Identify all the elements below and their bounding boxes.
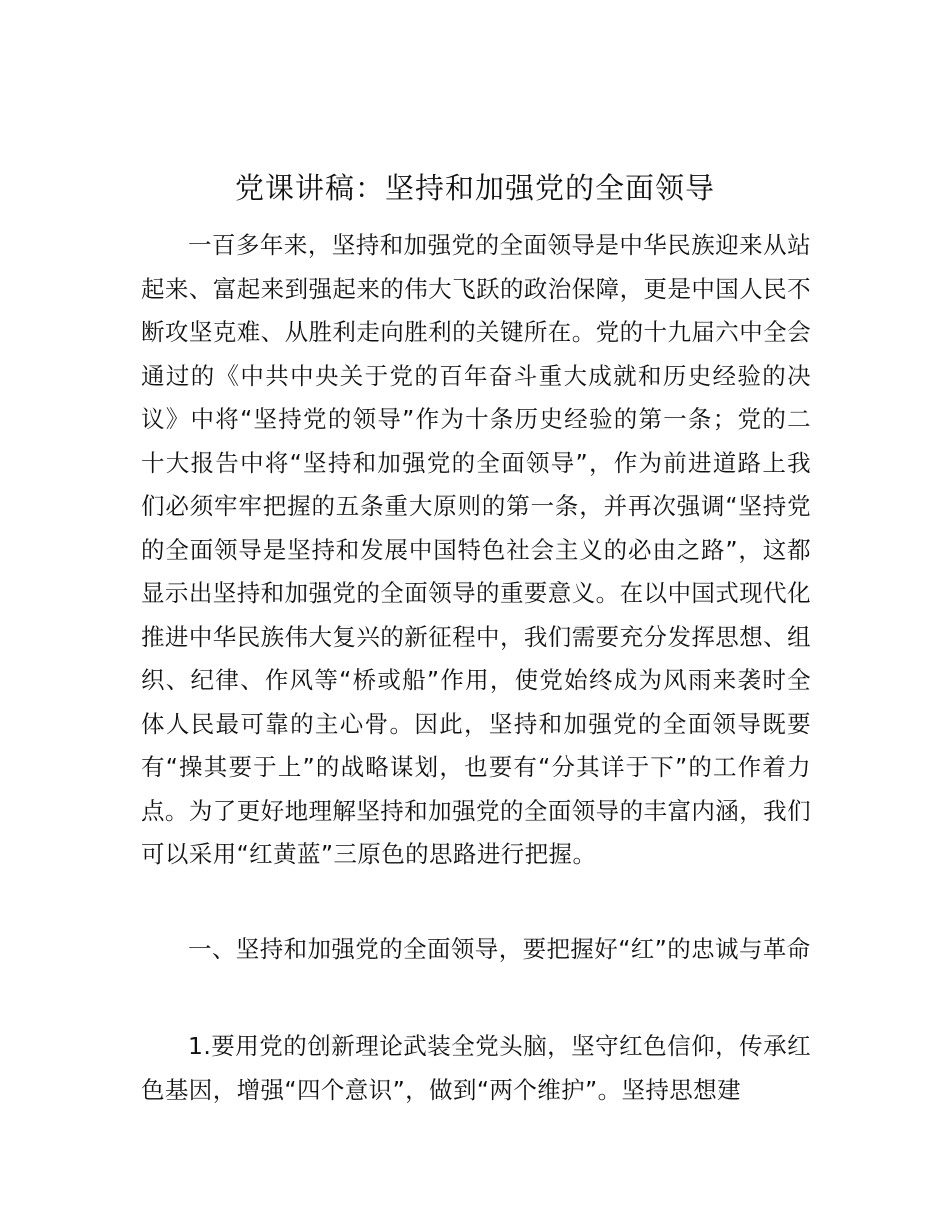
section-1-paragraph-1: 1.要用党的创新理论武装全党头脑，坚守红色信仰，传承红色基因，增强“四个意识”，做到“两个维护”。坚持思想建 [141, 1032, 811, 1104]
section-heading-1: 一、坚持和加强党的全面领导，要把握好“红”的忠诚与革命 [188, 935, 811, 963]
document-title: 党课讲稿：坚持和加强党的全面领导 [234, 171, 715, 205]
intro-paragraph: 一百多年来，坚持和加强党的全面领导是中华民族迎来从站起来、富起来到强起来的伟大飞跃的政治保障，更是中国人民不断攻坚克难、从胜利走向胜利的关键所在。党的十九届六中全会通过的《中共中央关于党的百年奋斗重大成就和历史经验的决议》中将“坚持党的领导”作为十条历史经验的第一条；党的二十大报告中将“坚持和加强党的全面领导”，作为前进道路上我们必须牢牢把握的五条重大原则的第一条，并再次强调“坚持党的全面领导是坚持和发展中国特色社会主义的必由之路”，这都显示出坚持和加强党的全面领导的重要意义。在以中国式现代化推进中华民族伟大复兴的新征程中，我们需要充分发挥思想、组织、纪律、作风等“桥或船”作用，使党始终成为风雨来袭时全体人民最可靠的主心骨。因此，坚持和加强党的全面领导既要有“操其要于上”的战略谋划，也要有“分其详于下”的工作着力点。为了更好地理解坚持和加强党的全面领导的丰富内涵，我们可以采用“红黄蓝”三原色的思路进行把握。 [141, 231, 811, 868]
